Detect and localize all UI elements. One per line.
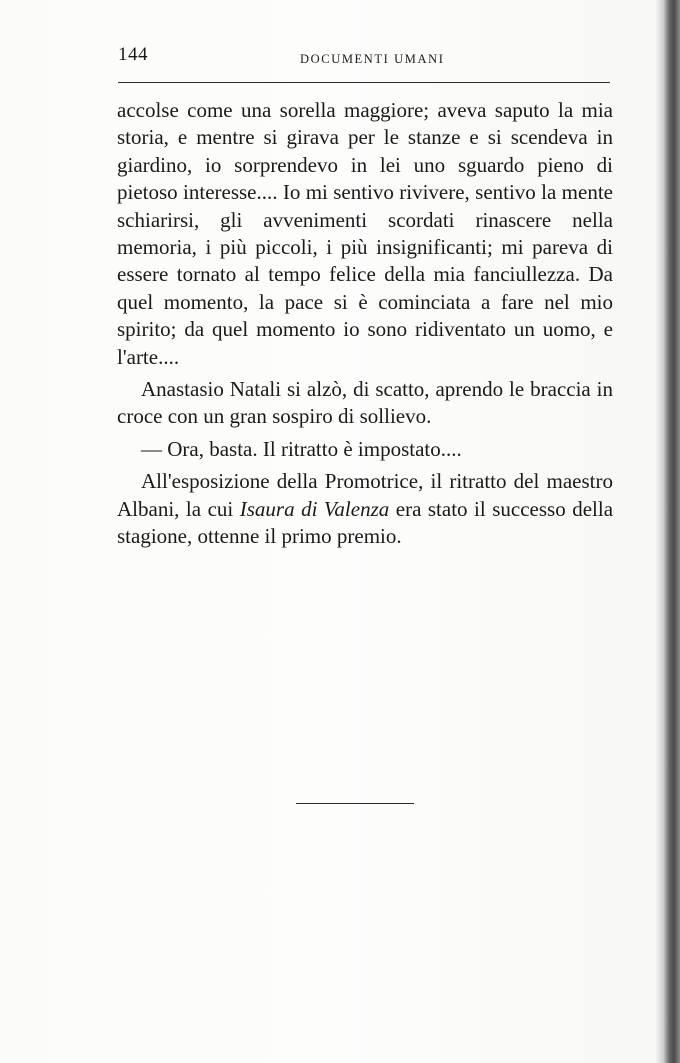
paragraph-text: All'esposizione della Promotrice, il ritratto del maestro Albani, la cui	[117, 469, 613, 521]
book-spine-edge	[656, 0, 680, 1063]
paragraph: Anastasio Natali si alzò, di scatto, aprendo le braccia in croce con un gran sospiro di sollievo.	[117, 377, 613, 429]
book-title: Isaura di Valenza	[239, 496, 390, 521]
paragraph	[117, 468, 613, 550]
body-text	[117, 97, 613, 556]
header-rule	[118, 82, 610, 83]
paragraph-text: era stato il successo della stagione, ottenne il primo premio.	[117, 496, 614, 549]
end-rule	[296, 803, 414, 804]
page-header	[118, 40, 608, 70]
page-number: 144	[118, 44, 148, 65]
paragraph: accolse come una sorella maggiore; aveva saputo la mia storia, e mentre si girava per le stanze e si scendeva in giardino, io sorprendevo in lei uno sguardo pieno di pietoso interesse.... Io mi sentivo rivivere, sentivo la mente schiarirsi, gli avvenimenti scordati rinascere nella memoria, i più piccoli, i più insignificanti; mi pareva di essere tornato al tempo felice della mia fanciullezza. Da quel momento, la pace si è cominciata a fare nel mio spirito; da quel momento io sono ridiventato un uomo, e l'arte....	[117, 98, 613, 369]
paragraph: — Ora, basta. Il ritratto è impostato....	[141, 436, 462, 461]
running-head: DOCUMENTI UMANI	[300, 52, 445, 66]
